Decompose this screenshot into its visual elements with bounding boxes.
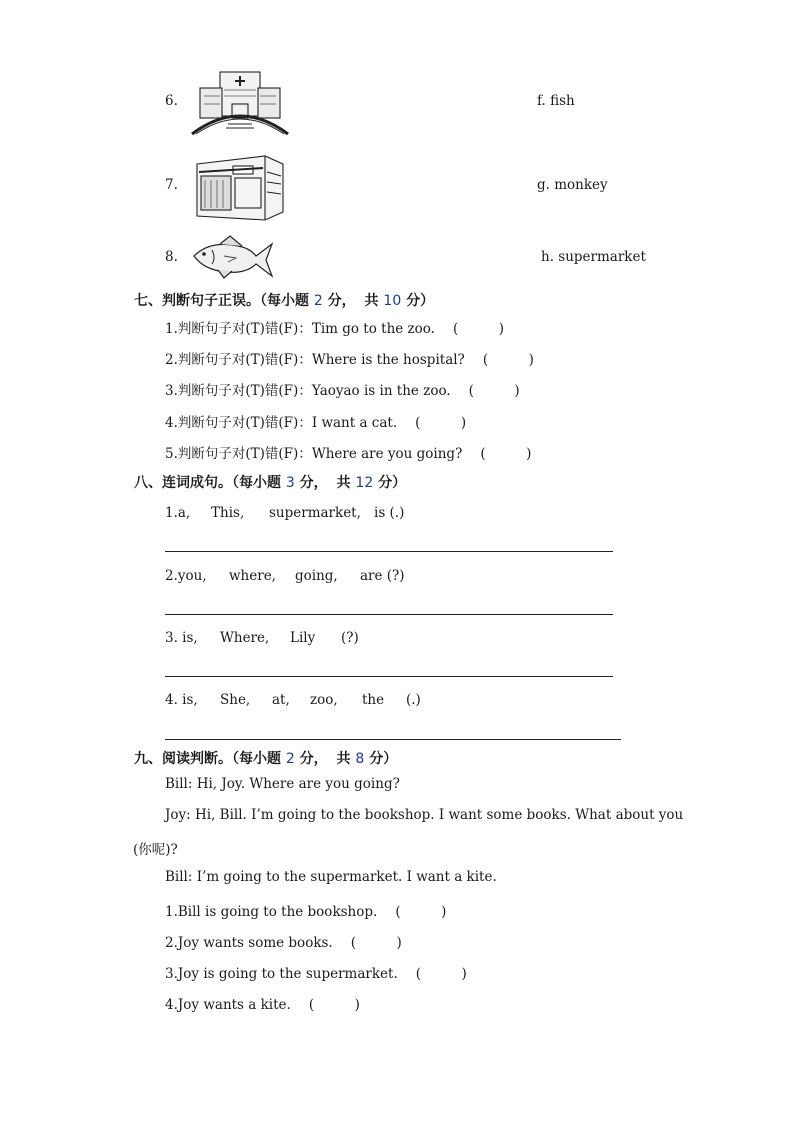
word: 1.a, bbox=[165, 505, 191, 521]
question-prefix: 3.判断句子对(T)错(F)： bbox=[165, 383, 312, 399]
answer-line[interactable] bbox=[165, 614, 613, 615]
word: is (.) bbox=[374, 505, 405, 521]
question-prefix: 2.判断句子对(T)错(F)： bbox=[165, 352, 312, 368]
section-total-prefix: 共 bbox=[336, 751, 351, 767]
section-total-prefix: 共 bbox=[364, 293, 379, 309]
word: This, bbox=[211, 505, 245, 521]
question-prefix: 1.判断句子对(T)错(F)： bbox=[165, 321, 312, 337]
word: (.) bbox=[406, 692, 421, 708]
question-text: Yaoyao is in the zoo. bbox=[311, 383, 451, 399]
section-total-suffix: 分） bbox=[369, 751, 398, 767]
word: are (?) bbox=[360, 568, 405, 584]
section-title: 八、连词成句。 bbox=[134, 475, 232, 491]
dialogue-line: Joy: Hi, Bill. I’m going to the bookshop. I want some books. What about you bbox=[165, 807, 684, 823]
section-heading bbox=[134, 748, 397, 768]
word: the bbox=[362, 692, 385, 708]
answer-line[interactable] bbox=[165, 739, 621, 740]
answer-blank[interactable]: ( ) bbox=[415, 415, 467, 431]
question-row bbox=[165, 900, 446, 920]
section-points: 3 bbox=[285, 475, 295, 491]
word: zoo, bbox=[310, 692, 338, 708]
section-unit: 分， bbox=[299, 475, 328, 491]
word: 2.you, bbox=[165, 568, 207, 584]
section-total: 8 bbox=[355, 751, 365, 767]
answer-blank[interactable]: ( ) bbox=[480, 446, 532, 462]
answer-blank[interactable]: ( ) bbox=[482, 352, 534, 368]
supermarket-picture bbox=[195, 150, 285, 222]
answer-blank[interactable]: ( ) bbox=[468, 383, 520, 399]
section-total-suffix: 分） bbox=[378, 475, 407, 491]
dialogue-line: Bill: I’m going to the supermarket. I want a kite. bbox=[165, 869, 497, 885]
dialogue-line: Bill: Hi, Joy. Where are you going? bbox=[165, 776, 400, 792]
question-text: 3.Joy is going to the supermarket. bbox=[165, 966, 398, 982]
section-title: 九、阅读判断。 bbox=[134, 751, 232, 767]
item-number: 7. bbox=[165, 177, 178, 193]
answer-line[interactable] bbox=[165, 551, 613, 552]
question-prefix: 4.判断句子对(T)错(F)： bbox=[165, 415, 312, 431]
section-heading bbox=[134, 472, 406, 492]
answer-blank[interactable]: ( ) bbox=[308, 997, 360, 1013]
word: going, bbox=[295, 568, 338, 584]
section-note-open: （每小题 bbox=[232, 475, 281, 491]
fish-picture bbox=[190, 234, 274, 282]
question-row bbox=[165, 931, 402, 951]
answer-line[interactable] bbox=[165, 676, 613, 677]
question-row bbox=[165, 411, 466, 431]
section-title: 七、判断句子正误。 bbox=[134, 293, 260, 309]
section-total-prefix: 共 bbox=[336, 475, 351, 491]
question-text: Where are you going? bbox=[311, 446, 463, 462]
question-text: 1.Bill is going to the bookshop. bbox=[165, 904, 378, 920]
question-text: Where is the hospital? bbox=[311, 352, 465, 368]
word: Lily bbox=[290, 630, 316, 646]
question-prefix: 5.判断句子对(T)错(F)： bbox=[165, 446, 312, 462]
option-label: h. supermarket bbox=[541, 249, 646, 265]
question-text: 4.Joy wants a kite. bbox=[165, 997, 291, 1013]
question-row bbox=[165, 379, 520, 399]
section-unit: 分， bbox=[327, 293, 356, 309]
answer-blank[interactable]: ( ) bbox=[415, 966, 467, 982]
section-note-open: （每小题 bbox=[260, 293, 309, 309]
section-total-suffix: 分） bbox=[406, 293, 435, 309]
item-number: 6. bbox=[165, 93, 178, 109]
section-unit: 分， bbox=[299, 751, 328, 767]
item-number: 8. bbox=[165, 249, 178, 265]
section-total: 10 bbox=[383, 293, 402, 309]
word: at, bbox=[272, 692, 290, 708]
dialogue-line: (你呢)? bbox=[133, 842, 178, 858]
word: (?) bbox=[341, 630, 359, 646]
word: where, bbox=[229, 568, 276, 584]
word: Where, bbox=[220, 630, 270, 646]
answer-blank[interactable]: ( ) bbox=[350, 935, 402, 951]
answer-blank[interactable]: ( ) bbox=[452, 321, 505, 337]
question-row bbox=[165, 348, 534, 368]
answer-blank[interactable]: ( ) bbox=[395, 904, 447, 920]
word: 3. is, bbox=[165, 630, 198, 646]
section-note-open: （每小题 bbox=[232, 751, 281, 767]
question-text: I want a cat. bbox=[311, 415, 398, 431]
question-text: Tim go to the zoo. bbox=[311, 321, 435, 337]
section-points: 2 bbox=[285, 751, 295, 767]
word: supermarket, bbox=[269, 505, 361, 521]
question-row bbox=[165, 962, 467, 982]
option-label: f. fish bbox=[537, 93, 575, 109]
hospital-picture bbox=[190, 68, 290, 138]
word: 4. is, bbox=[165, 692, 198, 708]
section-heading bbox=[134, 290, 434, 310]
section-points: 2 bbox=[313, 293, 323, 309]
question-row bbox=[165, 317, 504, 337]
section-total: 12 bbox=[355, 475, 374, 491]
option-label: g. monkey bbox=[537, 177, 608, 193]
question-row bbox=[165, 993, 360, 1013]
question-text: 2.Joy wants some books. bbox=[165, 935, 333, 951]
word: She, bbox=[220, 692, 251, 708]
question-row bbox=[165, 442, 531, 462]
